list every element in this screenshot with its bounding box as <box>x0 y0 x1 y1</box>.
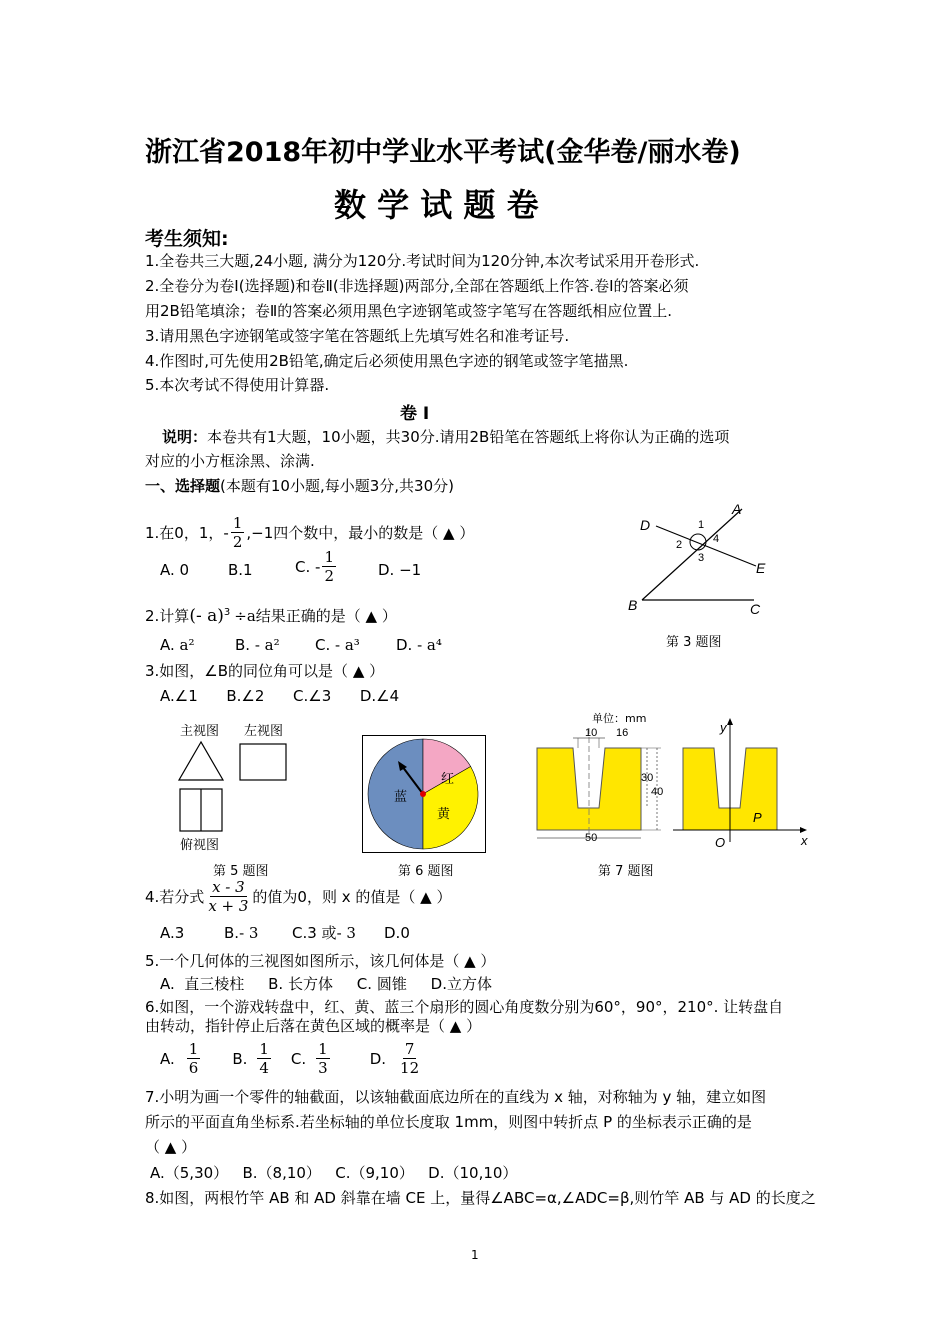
q6-c-label: C. <box>290 1049 307 1068</box>
label-e: E <box>756 560 766 576</box>
question-6-line-1: 6.如图，一个游戏转盘中，红、黄、蓝三个扇形的圆心角度数分别为60°，90°，210°. 让转盘自 <box>145 998 784 1016</box>
q2-a-label: A. <box>160 636 180 654</box>
q6-a-fraction <box>187 1040 201 1077</box>
dim-30-label: 30 <box>641 772 654 784</box>
question-7-line-3: （ ▲ ） <box>145 1138 197 1156</box>
top-view-label: 俯视图 <box>180 838 220 853</box>
label-d: D <box>640 517 651 533</box>
spinner-center <box>420 791 426 797</box>
q1-num: 1 <box>232 514 243 532</box>
point-p-label: P <box>753 810 762 825</box>
left-view-rect <box>240 744 286 780</box>
q4-option-d: D.0 <box>384 924 410 942</box>
q7-options: A.（5,30） B.（8,10） C.（9,10） D.（10,10） <box>150 1164 518 1182</box>
red-label: 红 <box>441 772 455 787</box>
q6-b-label: B. <box>232 1049 248 1068</box>
notice-item: 2.全卷分为卷Ⅰ(选择题)和卷Ⅱ(非选择题)两部分,全部在答题纸上作答.卷Ⅰ的答案必须 <box>145 277 689 295</box>
label-c: C <box>750 601 761 617</box>
q6-d-den: 12 <box>400 1059 420 1077</box>
origin-label: O <box>715 835 726 850</box>
section-explain <box>162 426 729 448</box>
q6-a-label: A. <box>160 1049 175 1068</box>
q6-a-num: 1 <box>188 1040 199 1058</box>
question-6-line-2: 由转动，指针停止后落在黄色区域的概率是（ ▲ ） <box>145 1017 482 1035</box>
angle-mark <box>690 534 706 550</box>
q6-c-fraction <box>316 1040 330 1077</box>
q4-option-c <box>292 922 356 944</box>
q4-fraction <box>206 878 250 915</box>
q1-c-fraction <box>322 548 336 585</box>
section-title: 卷 Ⅰ <box>400 404 430 424</box>
figure-6-spinner <box>362 735 486 853</box>
q1-option-d: D. −1 <box>378 561 422 579</box>
q4-b-label: B. <box>224 924 240 942</box>
figure-5-caption: 第 5 题图 <box>213 864 269 879</box>
front-view-triangle <box>179 742 223 780</box>
q2-c-label: C. <box>315 636 336 654</box>
figure-5-views <box>175 738 295 836</box>
angle-3-label: 3 <box>698 552 705 564</box>
q1-c-num: 1 <box>324 548 334 566</box>
dim-16-label: 16 <box>616 727 629 739</box>
q2-d-label: D. <box>396 636 418 654</box>
q2-b-math: - a² <box>254 636 280 654</box>
q3-options: A.∠1 B.∠2 C.∠3 D.∠4 <box>160 687 400 705</box>
question-8-line-1: 8.如图，两根竹竿 AB 和 AD 斜靠在墙 CE 上，量得∠ABC=α,∠ADC=β,则竹竿 AB 与 AD 的长度之 <box>145 1189 816 1207</box>
q5-options: A. 直三棱柱 B. 长方体 C. 圆锥 D.立方体 <box>160 975 492 993</box>
question-2 <box>145 602 397 627</box>
dim-10-label: 10 <box>585 727 598 739</box>
line-de <box>656 526 756 566</box>
notice-item: 1.全卷共三大题,24小题, 满分为120分.考试时间为120分钟,本次考试采用开卷形式. <box>145 252 700 270</box>
question-7-line-1: 7.小明为画一个零件的轴截面，以该轴截面底边所在的直线为 x 轴，对称轴为 y 轴，建立如图 <box>145 1088 767 1106</box>
front-view-label: 主视图 <box>180 724 220 739</box>
q6-b-den: 4 <box>259 1059 269 1077</box>
q4-pre: 4.若分式 <box>145 887 205 906</box>
notice-item: 4.作图时,可先使用2B铅笔,确定后必须使用黑色字迹的钢笔或签字笔描黑. <box>145 352 629 370</box>
q4-num: x - 3 <box>212 878 245 896</box>
angle-1-label: 1 <box>698 519 705 531</box>
q6-c-den: 3 <box>318 1059 328 1077</box>
q4-post: 的值为0，则 x 的值是（ ▲ ） <box>252 887 452 906</box>
figure-3-diagram <box>620 498 780 648</box>
page-number: 1 <box>471 1248 479 1262</box>
q4-option-a: A.3 <box>160 924 185 942</box>
q2-expr: (- a) <box>189 606 224 626</box>
q6-d-label: D. <box>369 1049 387 1068</box>
figure-7-caption: 第 7 题图 <box>598 864 654 879</box>
left-view-label: 左视图 <box>244 724 284 739</box>
exam-subtitle: 数 学 试 题 卷 <box>334 186 539 224</box>
label-b: B <box>628 597 638 613</box>
q1-pre: 1.在0，1， <box>145 523 224 542</box>
figure-3-caption: 第 3 题图 <box>666 635 722 650</box>
question-5: 5.一个几何体的三视图如图所示，该几何体是（ ▲ ） <box>145 952 496 970</box>
q6-d-fraction <box>398 1040 421 1077</box>
figure-7-part <box>533 718 813 853</box>
label-a: A <box>732 501 742 517</box>
y-axis-arrow <box>727 718 733 725</box>
dim-40-label: 40 <box>651 786 664 798</box>
q1-neg: - <box>223 523 229 542</box>
part-heading <box>145 475 454 497</box>
q2-d-math: - a⁴ <box>417 636 442 654</box>
q2-post-expr: ÷a <box>234 607 256 625</box>
notice-item: 3.请用黑色字迹钢笔或签字笔在答题纸上先填写姓名和准考证号. <box>145 327 570 345</box>
q6-a-den: 6 <box>188 1059 199 1077</box>
q4-b-math: - 3 <box>239 924 259 942</box>
q6-c-num: 1 <box>318 1040 328 1058</box>
notice-heading: 考生须知: <box>145 228 229 250</box>
question-1 <box>145 514 474 551</box>
explain-text-1: 本卷共有1大题，10小题，共30分.请用2B铅笔在答题纸上将你认为正确的选项 <box>207 428 730 446</box>
blue-label: 蓝 <box>394 790 408 805</box>
q2-exp: 3 <box>223 607 231 618</box>
q1-den: 2 <box>232 533 243 551</box>
yellow-label: 黄 <box>437 807 451 822</box>
q1-c-den: 2 <box>324 567 334 585</box>
q4-option-b <box>224 922 258 944</box>
q2-b-label: B. <box>235 636 255 654</box>
q1-option-b: B.1 <box>228 561 253 579</box>
explain-label: 说明： <box>162 428 208 446</box>
q2-option-c <box>315 634 360 656</box>
q1-c-label: C. - <box>295 557 321 576</box>
q2-option-b <box>235 634 280 656</box>
part-note: (本题有10小题,每小题3分,共30分) <box>220 477 454 495</box>
q6-d-num: 7 <box>404 1040 415 1058</box>
notice-item: 用2B铅笔填涂；卷Ⅱ的答案必须用黑色字迹钢笔或签字笔写在答题纸相应位置上. <box>145 302 672 320</box>
q2-option-a <box>160 634 195 656</box>
explain-text-2: 对应的小方框涂黑、涂满. <box>145 452 315 470</box>
y-axis-label: y <box>720 720 727 735</box>
exam-title: 浙江省2018年初中学业水平考试(金华卷/丽水卷) <box>145 137 741 168</box>
q2-option-d <box>396 634 442 656</box>
angle-4-label: 4 <box>713 533 720 545</box>
q1-post: ,−1四个数中，最小的数是（ ▲ ） <box>246 523 475 542</box>
question-3: 3.如图，∠B的同位角可以是（ ▲ ） <box>145 662 385 680</box>
q4-c-label: C.3 或 <box>292 924 337 942</box>
q4-c-math: - 3 <box>336 924 356 942</box>
q6-b-num: 1 <box>259 1040 269 1058</box>
q2-pre: 2.计算 <box>145 607 190 625</box>
q1-option-a: A. 0 <box>160 561 190 579</box>
q1-fraction <box>231 514 245 551</box>
angle-2-label: 2 <box>676 539 683 551</box>
dim-50-label: 50 <box>585 832 598 844</box>
notice-item: 5.本次考试不得使用计算器. <box>145 376 330 394</box>
question-7-line-2: 所示的平面直角坐标系.若坐标轴的单位长度取 1mm，则图中转折点 P 的坐标表示正确的是 <box>145 1113 752 1131</box>
x-axis-label: x <box>801 833 808 848</box>
q2-c-math: - a³ <box>335 636 360 654</box>
q6-b-fraction <box>257 1040 271 1077</box>
question-4 <box>145 878 451 915</box>
q4-den: x + 3 <box>208 897 249 915</box>
q6-options <box>160 1040 423 1077</box>
figure-6-caption: 第 6 题图 <box>398 864 454 879</box>
part-title: 一、选择题 <box>145 477 221 495</box>
q2-post: 结果正确的是（ ▲ ） <box>255 607 397 625</box>
q1-option-c <box>295 548 338 585</box>
q2-a-math: a² <box>179 636 195 654</box>
unit-label: 单位：mm <box>592 712 647 725</box>
